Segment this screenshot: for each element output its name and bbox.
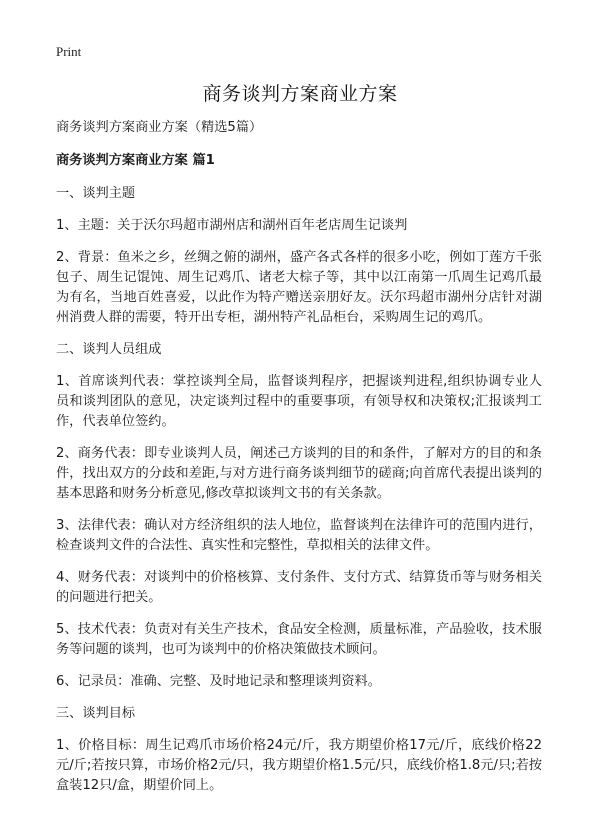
paragraph-topic: 1、主题：关于沃尔玛超市湖州店和湖州百年老店周生记谈判 [56, 218, 408, 233]
paragraph-recorder: 6、记录员：准确、完整、及时地记录和整理谈判资料。 [56, 674, 381, 689]
document-body [56, 118, 542, 808]
paragraph-tech-rep: 5、技术代表：负责对有关生产技术，食品安全检测，质量标准，产品验收，技术服务等问题的谈判，也可为谈判中的价格决策做技术顾问。 [56, 622, 542, 657]
paragraph-legal-rep: 3、法律代表：确认对方经济组织的法人地位，监督谈判在法律许可的范围内进行，检查谈判文件的合法性、真实性和完整性，草拟相关的法律文件。 [56, 518, 542, 553]
section-heading-topic: 一、谈判主题 [56, 186, 136, 201]
document-subtitle: 商务谈判方案商业方案（精选5篇） [56, 120, 263, 135]
section-heading-team: 二、谈判人员组成 [56, 342, 162, 357]
paragraph-background: 2、背景：鱼米之乡，丝绸之俯的湖州，盛产各式各样的很多小吃，例如丁莲方千张包子、周生记馄饨、周生记鸡爪、诸老大棕子等，其中以江南第一爪周生记鸡爪最为有名，当地百姓喜爱，以此作为特产赠送亲朋好友。沃尔玛超市湖州分店针对湖州消费人群的需要，特开出专柜，湖州特产礼品柜台，采购周生记的鸡爪。 [56, 250, 542, 325]
part-heading: 商务谈判方案商业方案 篇1 [56, 153, 215, 168]
paragraph-chief-negotiator: 1、首席谈判代表：掌控谈判全局，监督谈判程序，把握谈判进程,组织协调专业人员和谈判团队的意见，决定谈判过程中的重要事项，有领导权和决策权;汇报谈判工作，代表单位签约。 [56, 374, 542, 429]
print-link[interactable]: Print [56, 44, 82, 59]
paragraph-business-rep: 2、商务代表：即专业谈判人员，阐述己方谈判的目的和条件，了解对方的目的和条件，找出双方的分歧和差距,与对方进行商务谈判细节的磋商;向首席代表提出谈判的基本思路和财务分析意见,修改草拟谈判文书的有关条款。 [56, 446, 542, 501]
paragraph-price-goal: 1、价格目标：周生记鸡爪市场价格24元/斤，我方期望价格17元/斤，底线价格22元/斤;若按只算，市场价格2元/只，我方期望价格1.5元/只，底线价格1.8元/只;若按盒装12只/盒，期望价同上。 [56, 738, 542, 793]
paragraph-finance-rep: 4、财务代表：对谈判中的价格核算、支付条件、支付方式、结算货币等与财务相关的问题进行把关。 [56, 570, 542, 605]
page-title: 商务谈判方案商业方案 [202, 83, 398, 105]
section-heading-goals: 三、谈判目标 [56, 706, 136, 721]
